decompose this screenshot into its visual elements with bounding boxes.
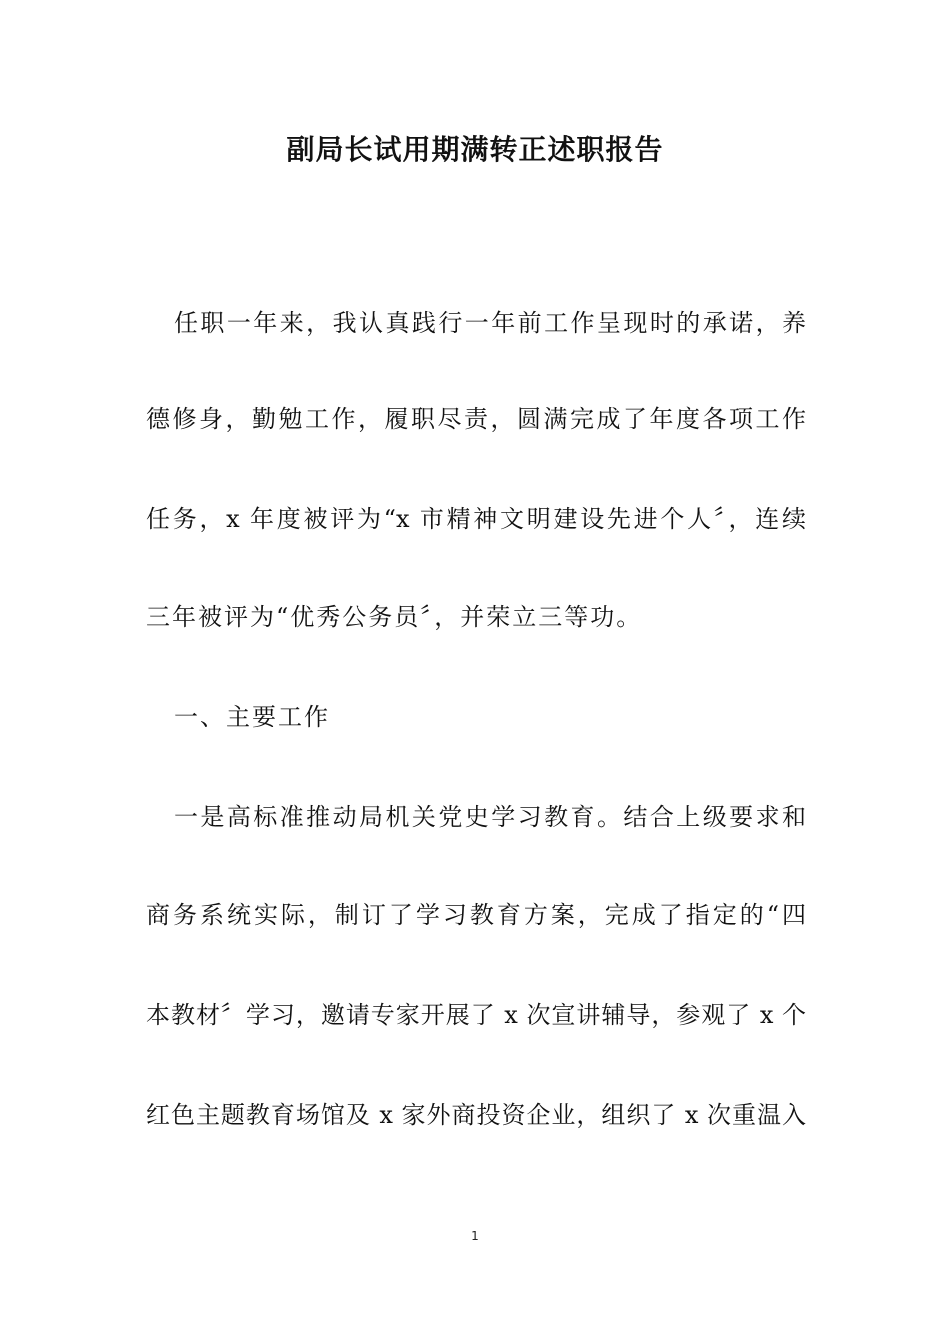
paragraph-line: 红色主题教育场馆及 x 家外商投资企业，组织了 x 次重温入 (146, 1101, 806, 1129)
section-heading: 一、主要工作 (174, 703, 330, 731)
document-title: 副局长试用期满转正述职报告 (286, 133, 664, 166)
page-number: 1 (471, 1229, 479, 1243)
paragraph-line: 任务，x 年度被评为“x 市精神文明建设先进个人〞，连续 (146, 505, 806, 533)
paragraph-line: 德修身，勤勉工作，履职尽责，圆满完成了年度各项工作 (146, 405, 806, 433)
paragraph-line: 一是高标准推动局机关党史学习教育。结合上级要求和 (174, 803, 806, 831)
paragraph-line: 任职一年来，我认真践行一年前工作呈现时的承诺，养 (174, 309, 806, 337)
paragraph-line: 商务系统实际，制订了学习教育方案，完成了指定的“四 (146, 901, 806, 929)
paragraph-line: 三年被评为“优秀公务员〞，并荣立三等功。 (146, 603, 643, 631)
paragraph-line: 本教材〞学习，邀请专家开展了 x 次宣讲辅导，参观了 x 个 (146, 1001, 806, 1029)
